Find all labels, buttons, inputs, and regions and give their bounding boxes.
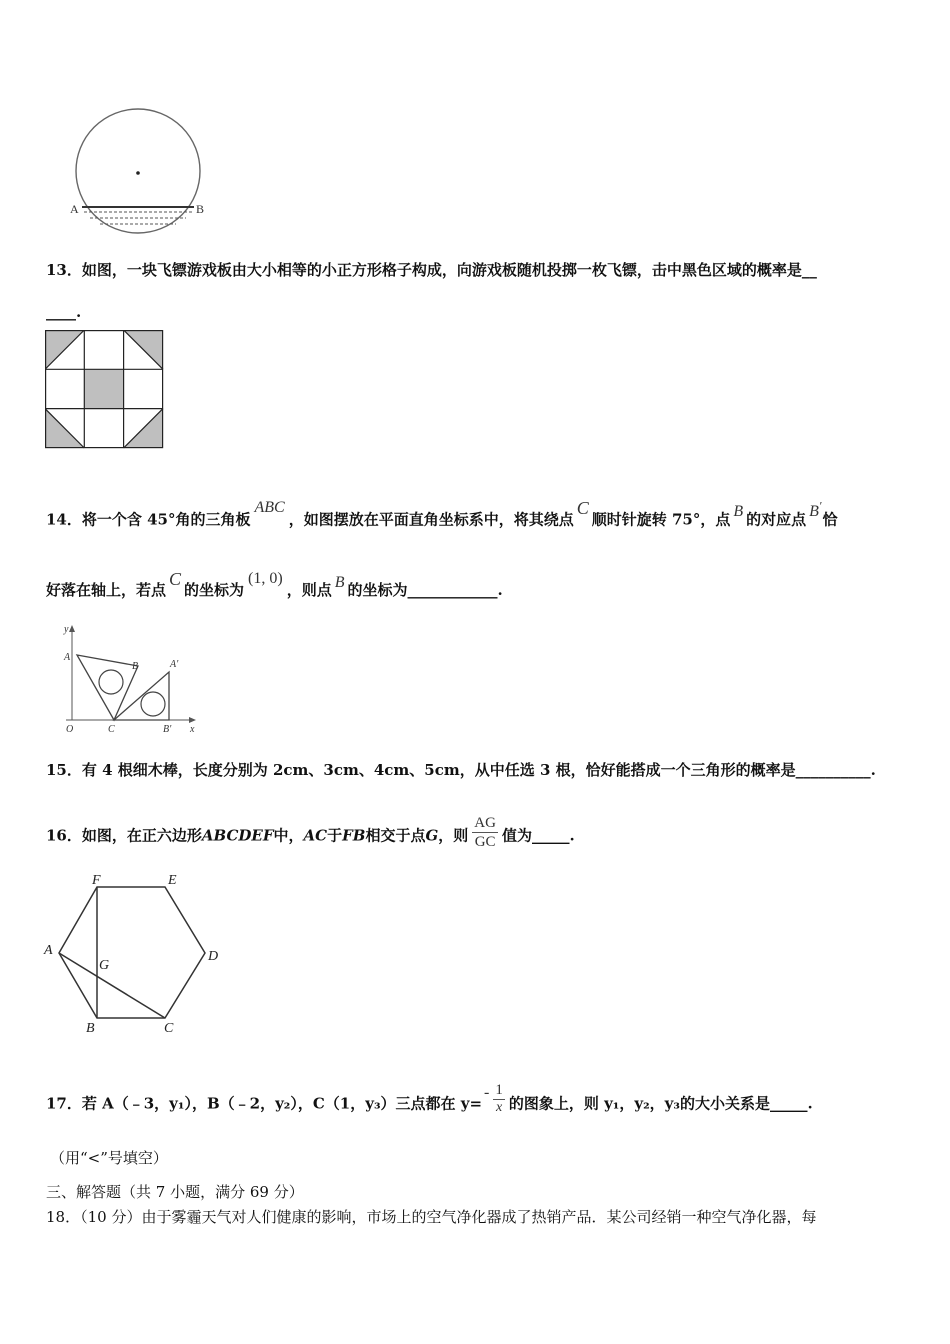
fraction-1-over-x: $\frac{1}{x}$ [495,1082,503,1115]
q17-note: （用“<”号填空） [50,1149,168,1167]
label-a-prime: A' [170,659,179,670]
q14-line2: 好落在轴上，若点C的坐标为(1, 0)，则点 B 的坐标为____________. [46,569,503,599]
q16-text: 16．如图，在正六边形ABCDEF中，AC于FB相交于点G，则 $\frac{AG}{GC}$ 值为_____. [46,815,575,850]
label-b: B [86,1021,95,1036]
circle-center-dot [136,171,140,175]
dartboard-figure [45,330,165,450]
incircle-1 [99,670,123,694]
incircle-2 [141,692,165,716]
q14-line1: 14．将一个含 45°角的三角板ABC，如图摆放在平面直角坐标系中，将其绕点C顺时针旋转 75°，点 B 的对应点 B′恰 [46,498,838,529]
y-arrow [69,625,75,632]
math-b-prime: B′ [809,499,822,521]
circle-outline [76,109,200,233]
coordinate-figure [58,620,208,738]
math-c2: C [169,569,182,589]
x-arrow [189,717,196,723]
center-square [84,369,123,408]
math-coord: (1, 0) [248,570,283,587]
label-b: B [196,202,205,216]
hexagon-figure [42,866,227,1036]
label-b: B [132,661,139,672]
label-c: C [164,1021,174,1036]
label-o: O [66,724,74,735]
label-x: x [190,724,195,735]
label-f: F [92,873,101,888]
hexagon-name: ABCDEF [201,826,274,845]
label-a: A [64,652,71,663]
q15-text: 15．有 4 根细木棒，长度分别为 2cm、3cm、4cm、5cm，从中任选 3 根，恰好能搭成一个三角形的概率是__________. [46,761,876,779]
q18-text: 18．（10 分）由于雾霾天气对人们健康的影响，市场上的空气净化器成了热销产品．某公司经销一种空气净化器，每 [46,1208,817,1226]
label-e: E [168,873,177,888]
label-d: D [208,949,219,964]
label-c: C [108,724,115,735]
math-abc: ABC [254,499,285,517]
fraction-ag-gc: $\frac{AG}{GC}$ [474,815,496,850]
math-c: C [576,498,589,519]
label-y: y [64,624,69,635]
q17-text: 17．若 A（﹣3，y₁），B（﹣2，y₂），C（1，y₃）三点都在 y=- $\frac{1}{x}$ 的图象上，则 y₁，y₂，y₃的大小关系是_____. [46,1082,813,1115]
segment-ac [59,953,165,1018]
q13-blank: ____. [46,303,82,321]
label-a: A [70,202,79,216]
triangle-abc [77,655,138,720]
label-g: G [99,958,110,973]
math-b3: B [334,574,345,591]
section3-heading: 三、解答题（共 7 小题，满分 69 分） [46,1183,304,1201]
math-b: B [733,503,744,521]
label-b-prime: B' [163,724,172,735]
label-a: A [44,943,53,958]
circle-figure [68,96,213,246]
q13-text: 13．如图，一块飞镖游戏板由大小相等的小正方形格子构成，向游戏板随机投掷一枚飞镖，击中黑色区域的概率是__ [46,261,817,279]
